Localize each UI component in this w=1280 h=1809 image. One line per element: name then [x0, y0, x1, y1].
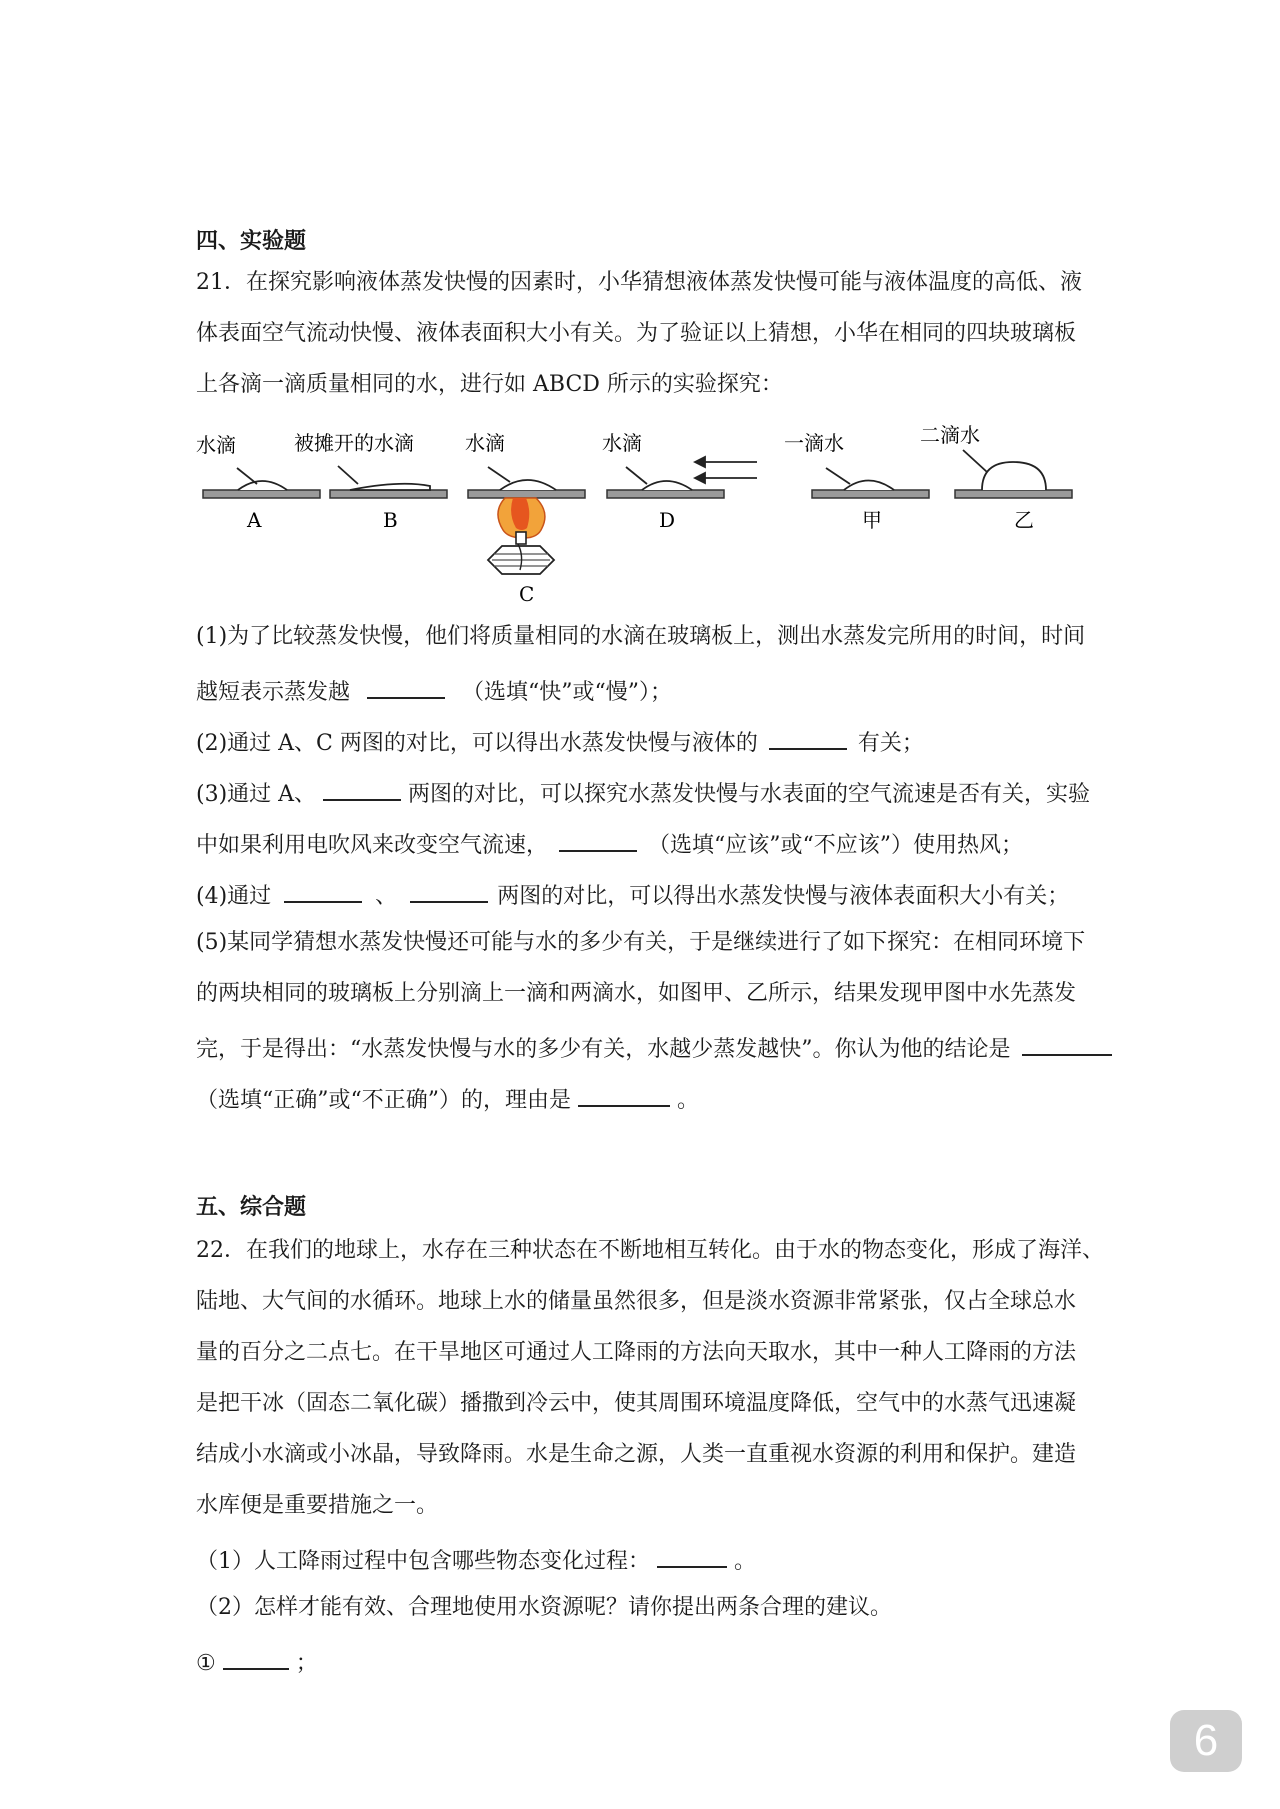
- answer-blank-6[interactable]: [410, 879, 488, 903]
- q21-text-line: 21．在探究影响液体蒸发快慢的因素时，小华猜想液体蒸发快慢可能与液体温度的高低、液: [196, 270, 1082, 295]
- page-number-badge: 6: [1170, 1710, 1242, 1772]
- q22-part1-text: （1）人工降雨过程中包含哪些物态变化过程：: [196, 1549, 650, 1574]
- label-water-drop-d: 水滴: [602, 431, 642, 455]
- q22-part2-line: （2）怎样才能有效、合理地使用水资源呢？请你提出两条合理的建议。: [196, 1595, 892, 1620]
- label-water-drop-a: 水滴: [196, 433, 236, 457]
- section-heading-comprehensive: 五、综合题: [196, 1194, 307, 1220]
- q21-part5-line: [196, 1083, 699, 1114]
- label-c: C: [519, 582, 535, 606]
- label-two-drops: 二滴水: [920, 423, 980, 447]
- glass-plate-a: [203, 468, 320, 498]
- q21-part3-text2-end: （选填“应该”或“不应该”）使用热风；: [648, 833, 1024, 858]
- answer-blank-2[interactable]: [769, 726, 847, 750]
- section-heading-experiment: 四、实验题: [196, 228, 307, 254]
- q21-text-line: 上各滴一滴质量相同的水，进行如 ABCD 所示的实验探究：: [196, 372, 783, 397]
- q21-part3-text-end: 两图的对比，可以探究水蒸发快慢与水表面的空气流速是否有关，实验: [408, 782, 1091, 807]
- q22-text-line: 陆地、大气间的水循环。地球上水的储量虽然很多，但是淡水资源非常紧张，仅占全球总水: [196, 1289, 1077, 1314]
- q22-part1-text-end: 。: [734, 1549, 757, 1574]
- q21-part5-text2: （选填“正确”或“不正确”）的，理由是: [196, 1088, 571, 1113]
- q21-part5-line: 的两块相同的玻璃板上分别滴上一滴和两滴水，如图甲、乙所示，结果发现甲图中水先蒸发: [196, 981, 1077, 1006]
- experiment-figure: [0, 420, 1280, 615]
- q21-text-line: 体表面空气流动快慢、液体表面积大小有关。为了验证以上猜想，小华在相同的四块玻璃板: [196, 321, 1077, 346]
- answer-blank-1[interactable]: [367, 675, 445, 699]
- q21-part5-text2-end: 。: [677, 1088, 700, 1113]
- q22-text-line: 水库便是重要措施之一。: [196, 1493, 439, 1518]
- q21-part2-line: [196, 726, 924, 757]
- q21-part3-text2: 中如果利用电吹风来改变空气流速，: [196, 833, 549, 858]
- q21-part5-line: (5)某同学猜想水蒸发快慢还可能与水的多少有关，于是继续进行了如下探究：在相同环境下: [196, 930, 1086, 955]
- q22-part2a-end: ；: [295, 1651, 318, 1676]
- answer-blank-9[interactable]: [657, 1544, 727, 1568]
- q21-part5-line: [196, 1032, 1112, 1063]
- alcohol-lamp-icon: [488, 498, 554, 574]
- q22-text-line: 是把干冰（固态二氧化碳）播撒到冷云中，使其周围环境温度降低，空气中的水蒸气迅速凝: [196, 1391, 1077, 1416]
- q21-part5-text: 完，于是得出：“水蒸发快慢与水的多少有关，水越少蒸发越快”。你认为他的结论是: [196, 1037, 1011, 1062]
- q22-text-line: 量的百分之二点七。在干旱地区可通过人工降雨的方法向天取水，其中一种人工降雨的方法: [196, 1340, 1077, 1365]
- label-yi: 乙: [1014, 508, 1034, 532]
- label-one-drop: 一滴水: [784, 431, 844, 455]
- q22-text-line: 结成小水滴或小冰晶，导致降雨。水是生命之源，人类一直重视水资源的利用和保护。建造: [196, 1442, 1077, 1467]
- q22-part1-line: [196, 1544, 756, 1575]
- glass-plate-d: [607, 467, 724, 498]
- glass-plate-jia: [812, 468, 929, 498]
- q21-part1-text: 越短表示蒸发越: [196, 680, 351, 705]
- answer-blank-7[interactable]: [1022, 1032, 1112, 1056]
- q21-part2-text-end: 有关；: [857, 731, 924, 756]
- wind-arrows-icon: [695, 457, 757, 483]
- q21-part1-line: (1)为了比较蒸发快慢，他们将质量相同的水滴在玻璃板上，测出水蒸发完所用的时间，时间: [196, 624, 1086, 649]
- q21-part3-line2: [196, 828, 1023, 859]
- q21-part4-sep: 、: [375, 884, 398, 909]
- label-b: B: [383, 508, 398, 532]
- q21-part3-text: (3)通过 A、: [196, 782, 317, 807]
- label-jia: 甲: [862, 508, 882, 532]
- answer-blank-8[interactable]: [578, 1083, 670, 1107]
- glass-plate-yi: [955, 450, 1072, 498]
- glass-plate-c: [468, 467, 585, 498]
- label-a: A: [247, 508, 262, 532]
- answer-blank-5[interactable]: [284, 879, 362, 903]
- q21-part1-text-end: （选填“快”或“慢”）；: [462, 680, 673, 705]
- q22-text-line: 22．在我们的地球上，水存在三种状态在不断地相互转化。由于水的物态变化，形成了海洋、: [196, 1238, 1104, 1263]
- q21-part2-text: (2)通过 A、C 两图的对比，可以得出水蒸发快慢与液体的: [196, 731, 758, 756]
- answer-blank-10[interactable]: [223, 1646, 289, 1670]
- q22-part2a-line: [196, 1646, 318, 1677]
- q21-part3-line: [196, 777, 1090, 808]
- answer-blank-3[interactable]: [323, 777, 401, 801]
- glass-plate-b: [330, 466, 447, 498]
- q21-part4-line: [196, 879, 1069, 910]
- q21-part1-line2: [196, 675, 672, 706]
- label-d: D: [659, 508, 676, 532]
- q21-part4-text-end: 两图的对比，可以得出水蒸发快慢与液体表面积大小有关；: [497, 884, 1070, 909]
- q21-part4-text: (4)通过: [196, 884, 272, 909]
- q22-part2a-marker: ①: [196, 1651, 216, 1676]
- answer-blank-4[interactable]: [559, 828, 637, 852]
- label-water-drop-c: 水滴: [465, 431, 505, 455]
- label-spread-drop-b: 被摊开的水滴: [294, 431, 414, 455]
